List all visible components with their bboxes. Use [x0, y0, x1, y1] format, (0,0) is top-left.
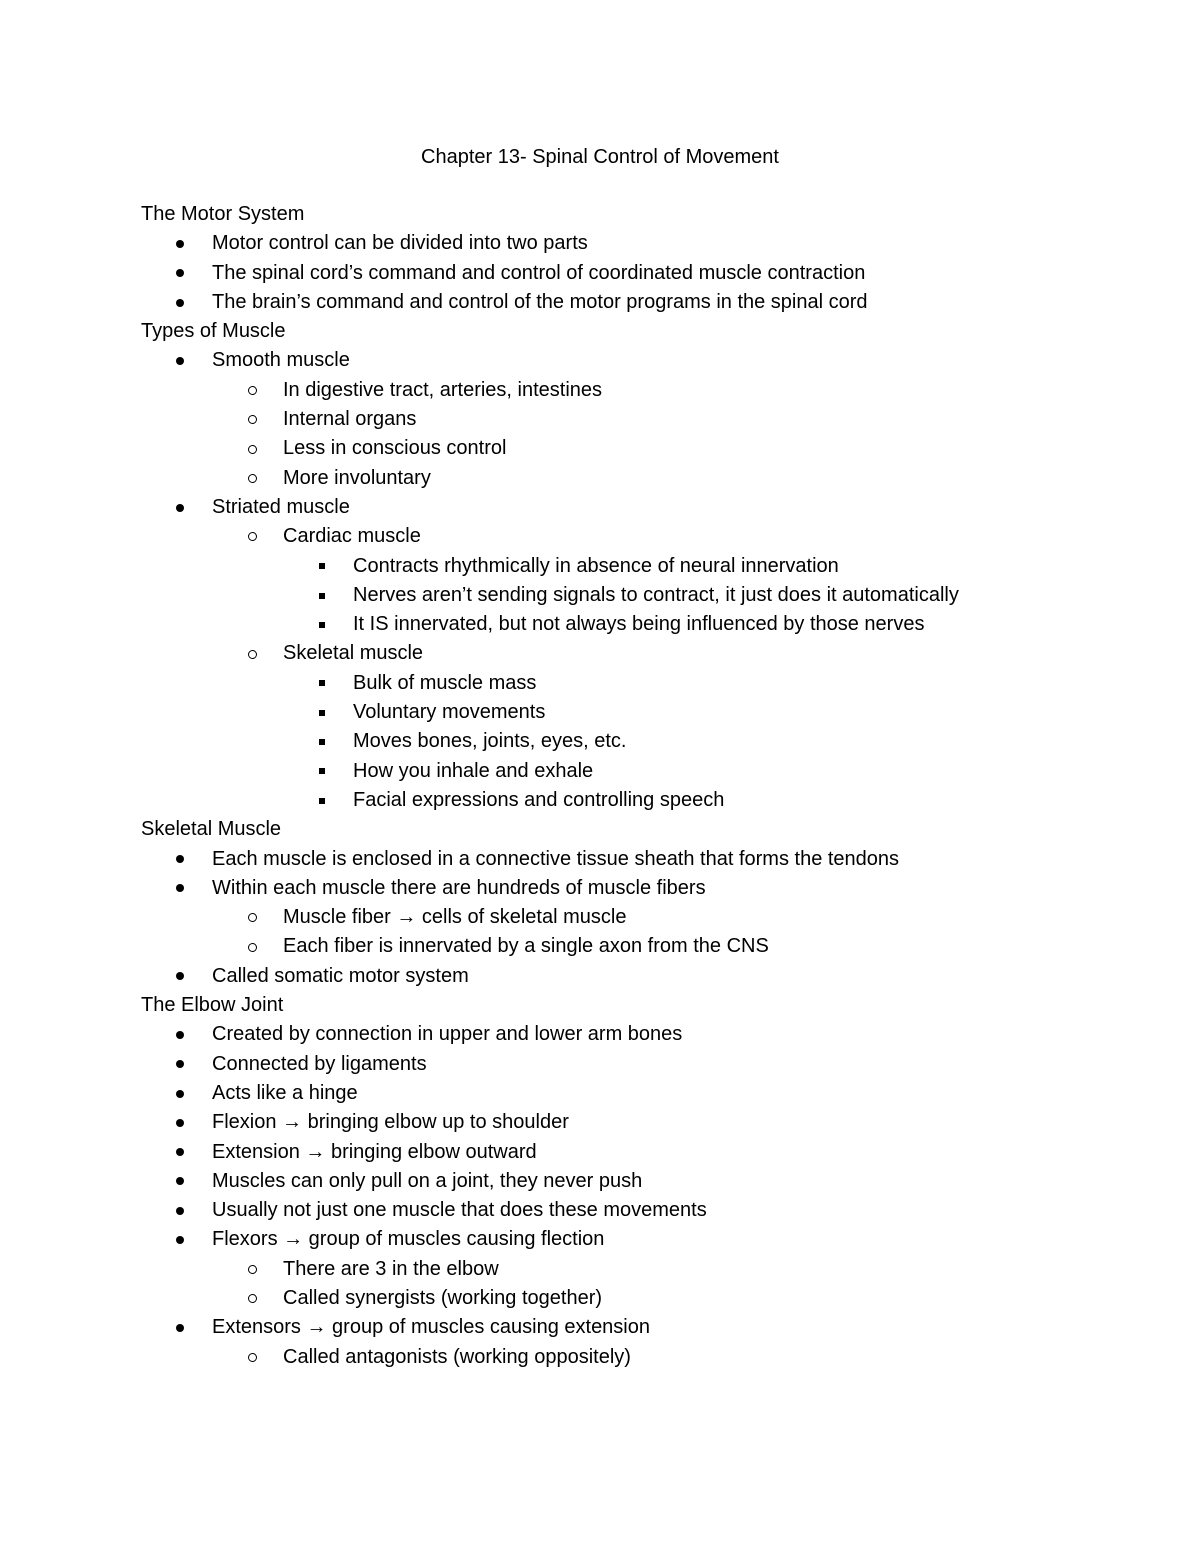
list-item-text: Acts like a hinge — [212, 1081, 358, 1104]
list-item-text: Moves bones, joints, eyes, etc. — [353, 730, 627, 753]
list-item — [141, 610, 1161, 639]
section-heading — [141, 200, 1161, 229]
section-heading-text: Skeletal Muscle — [141, 818, 282, 841]
list-item-text: In digestive tract, arteries, intestines — [283, 378, 603, 401]
list-item — [141, 1050, 1161, 1079]
list-item-text: Smooth muscle — [212, 349, 350, 372]
list-item — [141, 874, 1161, 903]
bullet-circle-icon — [245, 639, 259, 668]
list-item-text: Bulk of muscle mass — [353, 671, 537, 694]
list-item-text: Connected by ligaments — [212, 1052, 427, 1075]
list-item — [141, 229, 1161, 258]
list-item-text: It IS innervated, but not always being influenced by those nerves — [353, 613, 925, 636]
bullet-dot-icon — [173, 1225, 187, 1254]
list-item — [141, 727, 1161, 756]
list-item-text: The brain’s command and control of the motor programs in the spinal cord — [212, 290, 868, 313]
bullet-circle-icon — [245, 464, 259, 493]
list-item-text: Motor control can be divided into two parts — [212, 232, 588, 255]
list-item-text: Each muscle is enclosed in a connective tissue sheath that forms the tendons — [212, 847, 900, 870]
bullet-circle-icon — [245, 376, 259, 405]
bullet-dot-icon — [173, 1108, 187, 1137]
list-item-text: Voluntary movements — [353, 701, 546, 724]
page-title: Chapter 13- Spinal Control of Movement — [421, 146, 779, 168]
bullet-dot-icon — [173, 962, 187, 991]
list-item — [141, 522, 1161, 551]
list-item — [141, 1196, 1161, 1225]
list-item-text: Within each muscle there are hundreds of muscle fibers — [212, 876, 706, 899]
list-item-text: Contracts rhythmically in absence of neural innervation — [353, 554, 839, 577]
bullet-dot-icon — [173, 493, 187, 522]
list-item — [141, 845, 1161, 874]
list-item — [141, 962, 1161, 991]
list-item-text: Called antagonists (working oppositely) — [283, 1345, 631, 1368]
list-item — [141, 1167, 1161, 1196]
section-heading — [141, 317, 1161, 346]
list-item-text: Internal organs — [283, 408, 417, 431]
list-item — [141, 434, 1161, 463]
bullet-square-icon — [315, 698, 329, 727]
list-item-text: Cardiac muscle — [283, 525, 421, 548]
list-item — [141, 405, 1161, 434]
list-item — [141, 493, 1161, 522]
list-item — [141, 903, 1161, 932]
list-item — [141, 669, 1161, 698]
bullet-dot-icon — [173, 1167, 187, 1196]
section-heading-text: Types of Muscle — [141, 320, 286, 343]
list-item — [141, 376, 1161, 405]
list-item-text: Usually not just one muscle that does these movements — [212, 1199, 707, 1222]
list-item-text: Less in conscious control — [283, 437, 507, 460]
list-item — [141, 1284, 1161, 1313]
bullet-circle-icon — [245, 1284, 259, 1313]
list-item — [141, 1138, 1161, 1167]
bullet-square-icon — [315, 610, 329, 639]
list-item — [141, 932, 1161, 961]
list-item — [141, 288, 1161, 317]
list-item-text: Nerves aren’t sending signals to contract, it just does it automatically — [353, 583, 959, 606]
list-item-text: Extension → bringing elbow outward — [212, 1140, 537, 1163]
bullet-square-icon — [315, 581, 329, 610]
bullet-square-icon — [315, 552, 329, 581]
list-item-text: Called synergists (working together) — [283, 1286, 603, 1309]
outline-body — [141, 200, 1161, 1372]
list-item-text: There are 3 in the elbow — [283, 1257, 499, 1280]
list-item — [141, 346, 1161, 375]
list-item-text: Skeletal muscle — [283, 642, 424, 665]
bullet-circle-icon — [245, 434, 259, 463]
list-item-text: Each fiber is innervated by a single axon from the CNS — [283, 935, 769, 958]
bullet-dot-icon — [173, 346, 187, 375]
section-heading — [141, 815, 1161, 844]
bullet-dot-icon — [173, 1079, 187, 1108]
list-item — [141, 1313, 1161, 1342]
bullet-square-icon — [315, 727, 329, 756]
bullet-dot-icon — [173, 1138, 187, 1167]
list-item — [141, 1108, 1161, 1137]
bullet-circle-icon — [245, 903, 259, 932]
bullet-dot-icon — [173, 1313, 187, 1342]
section-heading-text: The Motor System — [141, 203, 305, 225]
list-item — [141, 1020, 1161, 1049]
bullet-square-icon — [315, 757, 329, 786]
bullet-circle-icon — [245, 405, 259, 434]
list-item — [141, 1343, 1161, 1372]
list-item — [141, 1255, 1161, 1284]
list-item-text: Called somatic motor system — [212, 964, 469, 987]
bullet-dot-icon — [173, 288, 187, 317]
list-item — [141, 786, 1161, 815]
list-item-text: Flexors → group of muscles causing flection — [212, 1228, 605, 1251]
bullet-circle-icon — [245, 1343, 259, 1372]
bullet-dot-icon — [173, 1050, 187, 1079]
bullet-dot-icon — [173, 874, 187, 903]
list-item-text: The spinal cord’s command and control of coordinated muscle contraction — [212, 261, 866, 284]
bullet-square-icon — [315, 786, 329, 815]
list-item — [141, 698, 1161, 727]
list-item — [141, 639, 1161, 668]
list-item — [141, 1079, 1161, 1108]
list-item-text: Striated muscle — [212, 495, 350, 518]
list-item — [141, 552, 1161, 581]
bullet-square-icon — [315, 669, 329, 698]
list-item-text: Muscle fiber → cells of skeletal muscle — [283, 906, 627, 929]
list-item-text: Muscles can only pull on a joint, they never push — [212, 1169, 643, 1192]
bullet-dot-icon — [173, 229, 187, 258]
list-item-text: More involuntary — [283, 466, 431, 489]
list-item — [141, 259, 1161, 288]
bullet-dot-icon — [173, 1020, 187, 1049]
bullet-dot-icon — [173, 1196, 187, 1225]
list-item — [141, 464, 1161, 493]
list-item — [141, 757, 1161, 786]
list-item-text: How you inhale and exhale — [353, 759, 594, 782]
list-item — [141, 1225, 1161, 1254]
list-item-text: Facial expressions and controlling speech — [353, 788, 725, 811]
bullet-dot-icon — [173, 259, 187, 288]
list-item — [141, 581, 1161, 610]
list-item-text: Flexion → bringing elbow up to shoulder — [212, 1111, 569, 1134]
section-heading — [141, 991, 1161, 1020]
bullet-dot-icon — [173, 845, 187, 874]
bullet-circle-icon — [245, 522, 259, 551]
list-item-text: Created by connection in upper and lower arm bones — [212, 1023, 683, 1046]
list-item-text: Extensors → group of muscles causing extension — [212, 1316, 650, 1339]
bullet-circle-icon — [245, 932, 259, 961]
section-heading-text: The Elbow Joint — [141, 994, 284, 1017]
bullet-circle-icon — [245, 1255, 259, 1284]
